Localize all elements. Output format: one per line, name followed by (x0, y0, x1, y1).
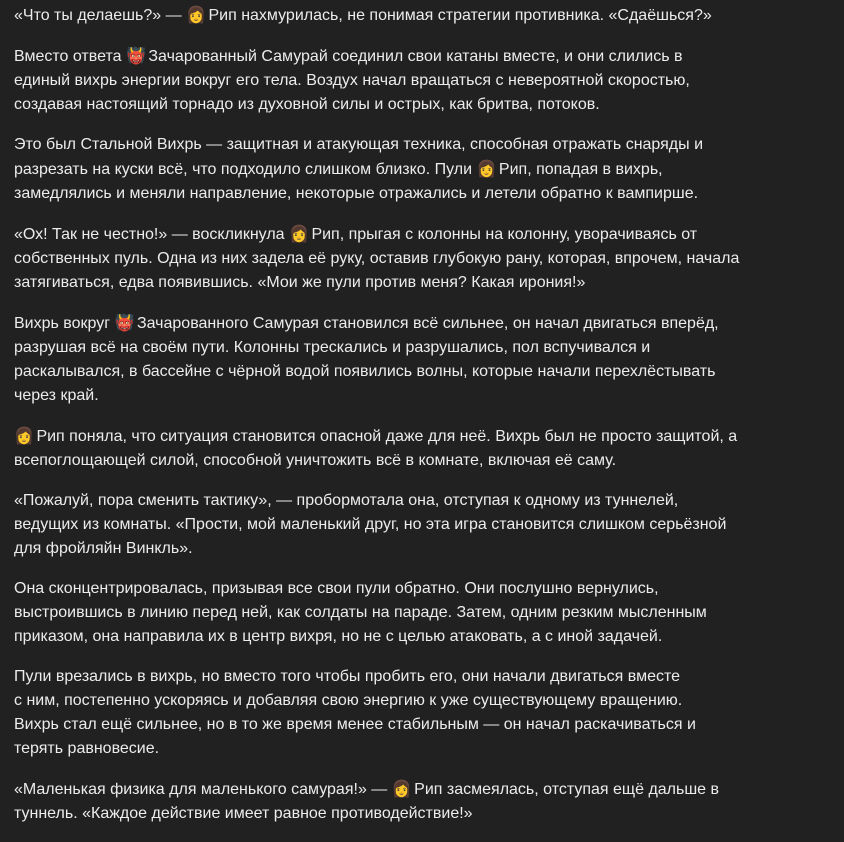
text-line: «Пожалуй, пора сменить тактику», — пробормотала она, отступая к одному из туннелей, (14, 492, 679, 509)
paragraph (14, 777, 834, 826)
paragraph (14, 489, 834, 561)
paragraph (14, 577, 834, 649)
rip-emoji-icon: 👩 (476, 159, 497, 178)
text-line: туннель. «Каждое действие имеет равное противодействие!» (14, 805, 473, 822)
text-line: создавая настоящий торнадо из духовной силы и острых, как бритва, потоков. (14, 96, 600, 113)
text-line: «Что ты делаешь?» — 👩 Рип нахмурилась, не понимая стратегии противника. «Сдаёшься?» (14, 3, 834, 28)
paragraph (14, 311, 834, 408)
text-line: выстроившись в линию перед ней, как солдаты на параде. Затем, одним резким мысленным (14, 604, 707, 621)
text-line: Вихрь вокруг 👹 Зачарованного Самурая становился всё сильнее, он начал двигаться вперёд, (14, 311, 834, 336)
text-line: 👩 Рип поняла, что ситуация становится опасной даже для неё. Вихрь был не просто защитой, а (14, 424, 834, 449)
paragraph (14, 3, 834, 28)
rip-emoji-icon: 👩 (186, 5, 206, 24)
text-line: для фройляйн Винкль». (14, 540, 193, 557)
text-line: Она сконцентрировалась, призывая все свои пули обратно. Они послушно вернулись, (14, 580, 659, 597)
samurai-emoji-icon: 👹 (125, 46, 146, 65)
rip-emoji-icon: 👩 (14, 426, 34, 445)
paragraph (14, 424, 834, 473)
paragraph (14, 222, 834, 295)
paragraph (14, 133, 834, 206)
rip-emoji-icon: 👩 (289, 224, 309, 243)
text-line: собственных пуль. Одна из них задела её руку, оставив глубокую рану, которая, впрочем, начала (14, 250, 740, 267)
text-line: Вихрь стал ещё сильнее, но в то же время менее стабильным — он начал раскачиваться и (14, 716, 696, 733)
text-line: всепоглощающей силой, способной уничтожить всё в комнате, включая её саму. (14, 452, 617, 469)
text-line: через край. (14, 387, 99, 404)
text-line: ведущих из комнаты. «Прости, мой маленький друг, но эта игра становится слишком серьёзной (14, 516, 727, 533)
samurai-emoji-icon: 👹 (114, 313, 135, 332)
text-line: разрезать на куски всё, что подходило слишком близко. Пули 👩 Рип, попадая в вихрь, (14, 157, 834, 182)
text-line: Вместо ответа 👹 Зачарованный Самурай соединил свои катаны вместе, и они слились в (14, 44, 834, 69)
text-line: раскалывался, в бассейне с чёрной водой появились волны, которые начали перехлёстывать (14, 363, 716, 380)
rip-emoji-icon: 👩 (391, 779, 412, 798)
text-line: «Ох! Так не честно!» — воскликнула 👩 Рип, прыгая с колонны на колонну, уворачиваясь от (14, 222, 834, 247)
text-line: замедлялись и меняли направление, некоторые отражались и летели обратно к вампирше. (14, 185, 699, 202)
text-line: Это был Стальной Вихрь — защитная и атакующая техника, способная отражать снаряды и (14, 136, 704, 153)
text-line: с ним, постепенно ускоряясь и добавляя свою энергию к уже существующему вращению. (14, 692, 683, 709)
text-line: разрушая всё на своём пути. Колонны трескались и разрушались, пол вспучивался и (14, 339, 651, 356)
text-line: приказом, она направила их в центр вихря, но не с целью атаковать, а с иной задачей. (14, 628, 663, 645)
text-line: единый вихрь энергии вокруг его тела. Воздух начал вращаться с невероятной скоростью, (14, 72, 690, 89)
text-line: терять равновесие. (14, 740, 160, 757)
text-line: Пули врезались в вихрь, но вместо того чтобы пробить его, они начали двигаться вместе (14, 668, 681, 685)
text-line: затягиваться, едва появившись. «Мои же пули против меня? Какая ирония!» (14, 274, 586, 291)
text-line: «Маленькая физика для маленького самурая!» — 👩 Рип засмеялась, отступая ещё дальше в (14, 777, 834, 802)
paragraph (14, 665, 834, 761)
story-text (14, 3, 834, 842)
paragraph (14, 44, 834, 117)
